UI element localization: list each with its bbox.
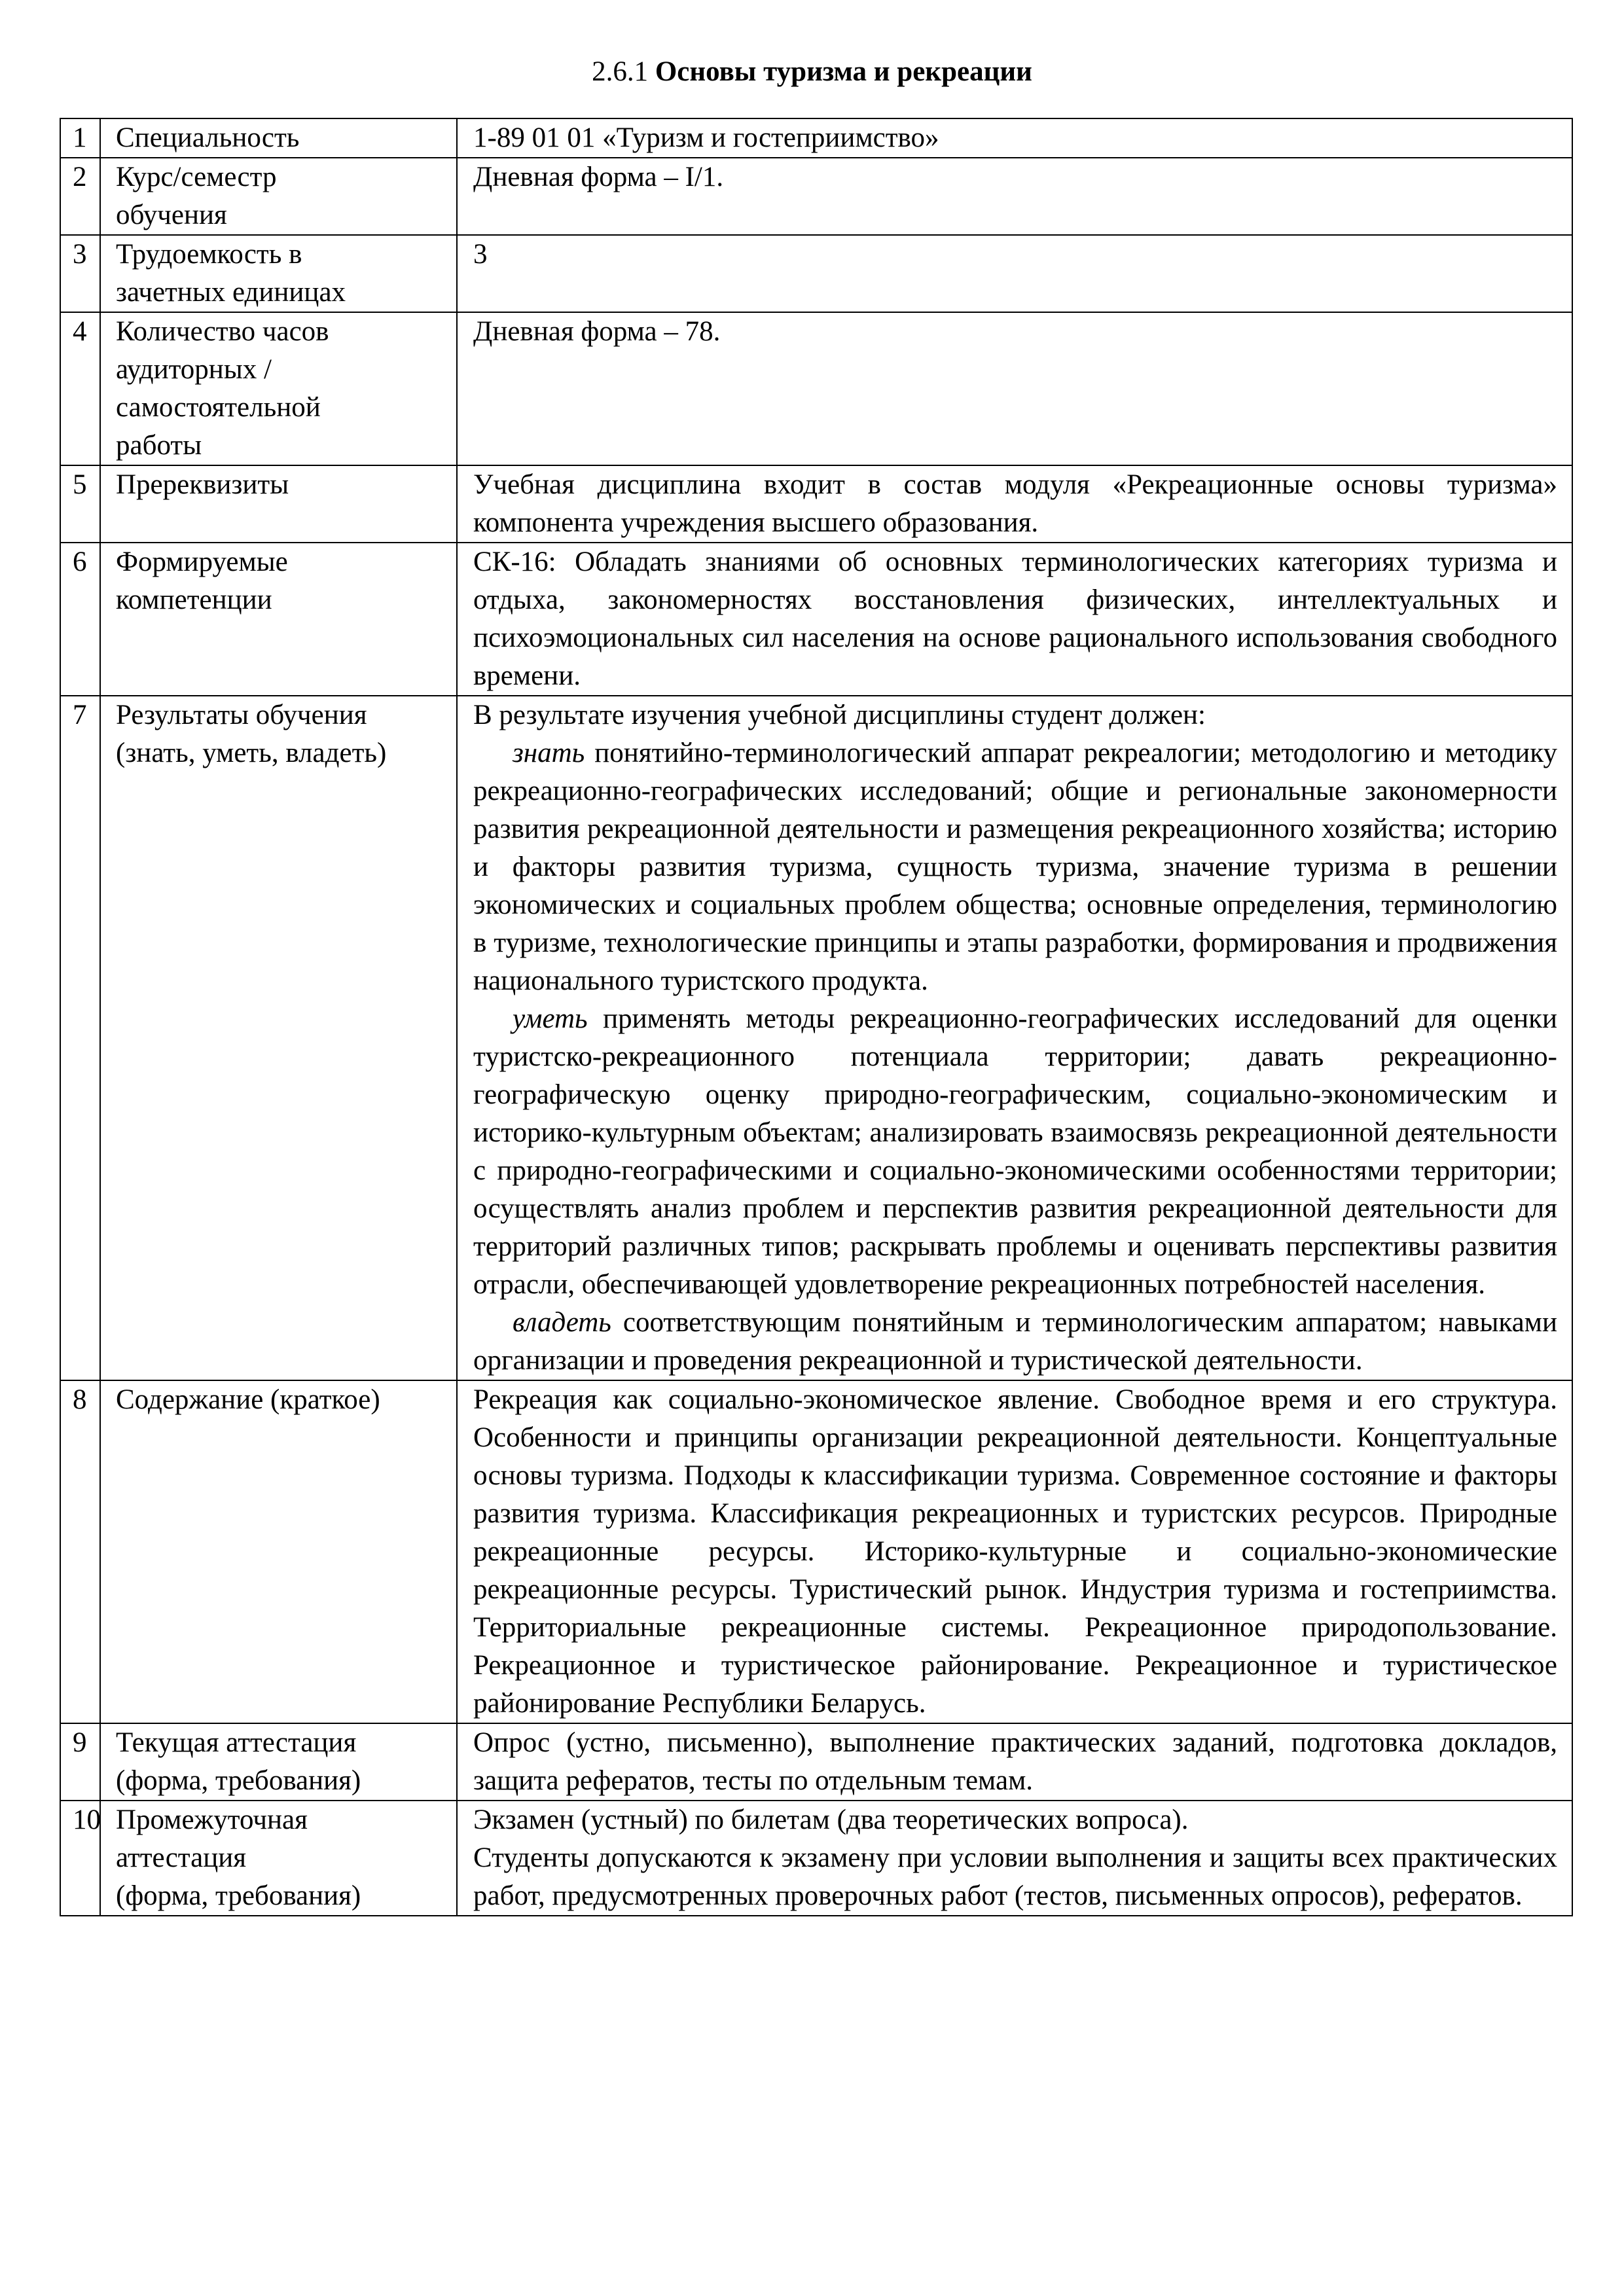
row-label-line: аудиторных / bbox=[116, 354, 272, 385]
row-value bbox=[457, 235, 1572, 312]
outcome-own-text: соответствующим понятийным и терминологическим аппаратом; навыками организации и проведения рекреационной и туристической деятельности. bbox=[473, 1307, 1557, 1376]
row-label-line: Трудоемкость в bbox=[116, 239, 302, 270]
row-value bbox=[457, 1801, 1572, 1916]
table-row bbox=[60, 312, 1572, 465]
table-row bbox=[60, 158, 1572, 235]
table-row bbox=[60, 1380, 1572, 1723]
row-label-line: Курс/семестр bbox=[116, 162, 277, 192]
row-value-text: Дневная форма – 78. bbox=[473, 316, 721, 347]
row-label bbox=[100, 118, 457, 158]
row-value bbox=[457, 696, 1572, 1380]
table-row bbox=[60, 118, 1572, 158]
table-row bbox=[60, 1801, 1572, 1916]
row-label-line: Результаты обучения bbox=[116, 700, 367, 730]
row-label-line: (форма, требования) bbox=[116, 1765, 361, 1796]
row-label-line: Количество часов bbox=[116, 316, 329, 347]
row-label-line: Содержание (краткое) bbox=[116, 1384, 380, 1415]
row-label-line: Пререквизиты bbox=[116, 469, 289, 500]
section-number: 2.6.1 bbox=[592, 56, 649, 87]
row-label bbox=[100, 1380, 457, 1723]
row-value-text: Студенты допускаются к экзамену при условии выполнения и защиты всех практических работ, предусмотренных проверочных работ (тестов, письменных опросов), рефератов. bbox=[473, 1842, 1557, 1911]
outcome-know-text: понятийно-терминологический аппарат рекреалогии; методологию и методику рекреационно-географических исследований; общие и региональные закономерности развития рекреационной деятельности и размещения рекреационного хозяйства; историю и факторы развития туризма, сущность туризма, значение туризма в решении экономических и социальных проблем общества; основные определения, терминологию в туризме, технологические принципы и этапы разработки, формирования и продвижения национального туристского продукта. bbox=[473, 738, 1557, 996]
row-label-line: Формируемые bbox=[116, 547, 288, 577]
row-number: 5 bbox=[60, 465, 100, 543]
row-label-line: аттестация bbox=[116, 1842, 247, 1873]
row-label-line: (форма, требования) bbox=[116, 1880, 361, 1911]
row-label bbox=[100, 543, 457, 696]
table-row bbox=[60, 235, 1572, 312]
row-value-text: Дневная форма – I/1. bbox=[473, 162, 724, 192]
row-label bbox=[100, 235, 457, 312]
row-value-text: 3 bbox=[473, 239, 488, 270]
row-number: 9 bbox=[60, 1723, 100, 1801]
row-label bbox=[100, 158, 457, 235]
outcome-able bbox=[473, 1000, 1557, 1304]
row-value bbox=[457, 312, 1572, 465]
outcome-able-term: уметь bbox=[513, 1003, 588, 1034]
row-value-text: СК-16: Обладать знаниями об основных терминологических категориях туризма и отдыха, закономерностях восстановления физических, интеллектуальных и психоэмоциональных сил населения на основе рационального использования свободного времени. bbox=[473, 547, 1557, 691]
row-label-line: обучения bbox=[116, 200, 227, 230]
row-value-text: Рекреация как социально-экономическое явление. Свободное время и его структура. Особенности и принципы организации рекреационной деятельности. Концептуальные основы туризма. Подходы к классификации туризма. Современное состояние и факторы развития туризма. Классификация рекреационных и туристских ресурсов. Природные рекреационные ресурсы. Историко-культурные и социально-экономические рекреационные ресурсы. Туристический рынок. Индустрия туризма и гостеприимства. Территориальные рекреационные системы. Рекреационное природопользование. Рекреационное и туристическое районирование. Рекреационное и туристическое районирование Республики Беларусь. bbox=[473, 1384, 1557, 1719]
row-number: 10 bbox=[60, 1801, 100, 1916]
row-number: 8 bbox=[60, 1380, 100, 1723]
outcome-able-text: применять методы рекреационно-географических исследований для оценки туристско-рекреационного потенциала территории; давать рекреационно-географическую оценку природно-географическим, социально-экономическим и историко-культурным объектам; анализировать взаимосвязь рекреационной деятельности с природно-географическими и социально-экономическими особенностями территории; осуществлять анализ проблем и перспектив развития рекреационной деятельности для территорий различных типов; раскрывать проблемы и оценивать перспективы развития отрасли, обеспечивающей удовлетворение рекреационных потребностей населения. bbox=[473, 1003, 1557, 1300]
row-value bbox=[457, 118, 1572, 158]
outcome-know bbox=[473, 734, 1557, 1000]
section-name: Основы туризма и рекреации bbox=[655, 56, 1032, 87]
row-label-line: работы bbox=[116, 430, 202, 461]
row-label bbox=[100, 696, 457, 1380]
row-value bbox=[457, 158, 1572, 235]
row-value-text: 1-89 01 01 «Туризм и гостеприимство» bbox=[473, 122, 939, 153]
row-value-text: Экзамен (устный) по билетам (два теоретических вопроса). bbox=[473, 1804, 1189, 1835]
row-value-text: Опрос (устно, письменно), выполнение практических заданий, подготовка докладов, защита рефератов, тесты по отдельным темам. bbox=[473, 1727, 1557, 1796]
row-number: 1 bbox=[60, 118, 100, 158]
row-number: 4 bbox=[60, 312, 100, 465]
table-row bbox=[60, 465, 1572, 543]
row-number: 2 bbox=[60, 158, 100, 235]
row-label-line: зачетных единицах bbox=[116, 277, 346, 308]
row-value bbox=[457, 543, 1572, 696]
row-value bbox=[457, 1380, 1572, 1723]
table-row bbox=[60, 543, 1572, 696]
row-number: 3 bbox=[60, 235, 100, 312]
row-label bbox=[100, 1723, 457, 1801]
row-label-line: (знать, уметь, владеть) bbox=[116, 738, 387, 768]
row-label bbox=[100, 465, 457, 543]
table-row bbox=[60, 696, 1572, 1380]
outcome-know-term: знать bbox=[513, 738, 585, 768]
outcome-own bbox=[473, 1304, 1557, 1380]
row-value bbox=[457, 465, 1572, 543]
row-label-line: Специальность bbox=[116, 122, 300, 153]
row-label bbox=[100, 1801, 457, 1916]
row-label-line: Промежуточная bbox=[116, 1804, 308, 1835]
page-title bbox=[0, 52, 1624, 92]
row-label-line: самостоятельной bbox=[116, 392, 321, 423]
row-number: 6 bbox=[60, 543, 100, 696]
row-label-line: Текущая аттестация bbox=[116, 1727, 357, 1758]
row-value bbox=[457, 1723, 1572, 1801]
learning-outcomes-intro: В результате изучения учебной дисциплины студент должен: bbox=[473, 700, 1206, 730]
outcome-own-term: владеть bbox=[513, 1307, 611, 1338]
table-row bbox=[60, 1723, 1572, 1801]
row-label-line: компетенции bbox=[116, 584, 272, 615]
row-number: 7 bbox=[60, 696, 100, 1380]
row-label bbox=[100, 312, 457, 465]
row-value-text: Учебная дисциплина входит в состав модуля «Рекреационные основы туризма» компонента учреждения высшего образования. bbox=[473, 469, 1557, 538]
discipline-card-table bbox=[60, 118, 1573, 1916]
